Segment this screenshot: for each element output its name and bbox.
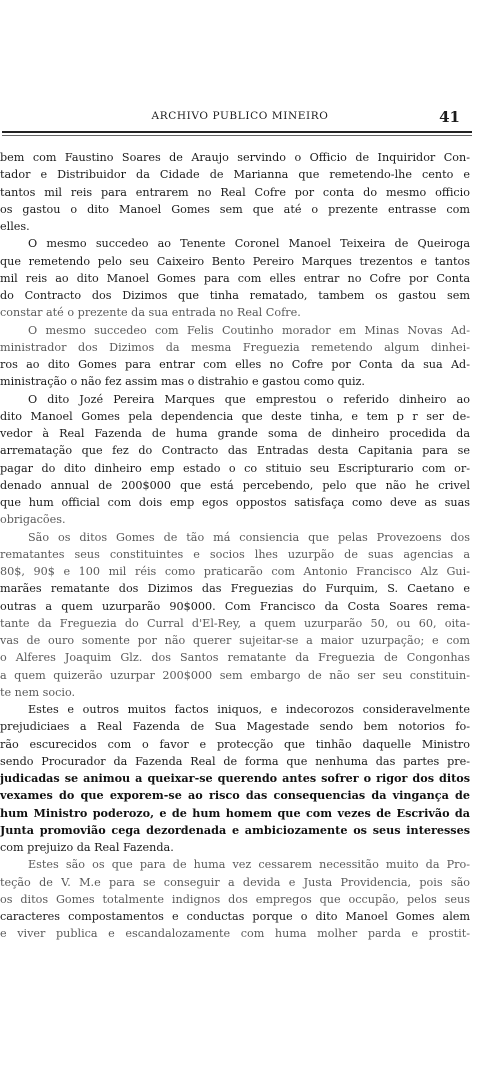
text-line: o Alferes Joaquim Glz. dos Santos rematante da Freguezia de Congonhas	[0, 651, 470, 665]
text-line: prejudiciaes a Real Fazenda de Sua Magestade sendo bem notorios fo-	[0, 720, 470, 734]
text-line: vedor à Real Fazenda de huma grande soma de dinheiro procedida da	[0, 427, 470, 440]
text-line: tantos mil reis para entrarem no Real Cofre por conta do mesmo officio	[0, 185, 470, 199]
text-line: os gastou o dito Manoel Gomes sem que até o prezente entrasse com	[0, 202, 470, 216]
text-line: teção de V. M.e para se conseguir a devida e Justa Providencia, pois são	[0, 875, 470, 889]
text-line: pagar do dito dinheiro emp estado o co stituio seu Escripturario com or-	[0, 461, 470, 475]
text-line: judicadas se animou a queixar-se querendo antes sofrer o rigor dos ditos	[0, 771, 470, 785]
text-line: os ditos Gomes totalmente indignos dos empregos que occupão, pelos seus	[0, 892, 470, 906]
text-line: hum Ministro poderozo, e de hum homem que com vezes de Escrivão da	[0, 805, 470, 820]
header-rule	[2, 131, 472, 133]
text-line: que remetendo pelo seu Caixeiro Bento Pereiro Marques trezentos e tantos	[0, 254, 470, 268]
running-title: ARCHIVO PUBLICO MINEIRO	[151, 110, 329, 122]
text-line: O dito Jozé Pereira Marques que emprestou o referido dinheiro ao	[28, 392, 470, 406]
page-number: 41	[439, 108, 460, 126]
text-line: São os ditos Gomes de tão má consiencia que pelas Provezoens dos	[28, 530, 470, 544]
body-text	[0, 149, 470, 943]
text-line: e viver publica e escandalozamente com huma molher parda e prostit-	[0, 927, 470, 941]
text-line: a quem quizerão uzurpar 200$000 sem embargo de não ser seu constituin-	[0, 668, 470, 682]
text-line: ministração o não fez assim mas o distrahio e gastou como quiz.	[0, 375, 365, 389]
text-line: tador e Distribuidor da Cidade de Marianna que remetendo-lhe cento e	[0, 168, 470, 182]
text-line: sendo Procurador da Fazenda Real de forma que nenhuma das partes pre-	[0, 754, 470, 768]
text-line: com prejuizo da Real Fazenda.	[0, 841, 174, 854]
text-line: bem com Faustino Soares de Araujo servindo o Officio de Inquiridor Con-	[0, 151, 470, 164]
text-line: constar até o prezente da sua entrada no Real Cofre.	[0, 306, 301, 320]
text-line: Junta promovião cega dezordenada e ambiciozamente os seus interesses	[0, 822, 470, 837]
text-line: Estes são os que para de huma vez cessarem necessitão muito da Pro-	[28, 858, 470, 872]
page-header	[0, 108, 480, 132]
text-line: arrematação que fez do Contracto das Entradas desta Capitania para se	[0, 444, 470, 458]
header-rule-thin	[2, 135, 472, 136]
text-line: elles.	[0, 220, 30, 233]
text-line: O mesmo succedeo ao Tenente Coronel Manoel Teixeira de Queiroga	[28, 237, 470, 251]
text-line: vas de ouro somente por não querer sujeitar-se a maior uzurpação; e com	[0, 634, 470, 647]
text-line: mil reis ao dito Manoel Gomes para com elles entrar no Cofre por Conta	[0, 271, 470, 285]
text-line: denado annual de 200$000 que está percebendo, pelo que não he crivel	[0, 478, 470, 492]
text-line: caracteres compostamentos e conductas porque o dito Manoel Gomes alem	[0, 910, 470, 923]
text-line: ministrador dos Dizimos da mesma Freguezia remetendo algum dinhei-	[0, 340, 470, 354]
text-line: Estes e outros muitos factos iniquos, e indecorozos consideravelmente	[28, 703, 470, 716]
text-line: O mesmo succedeo com Felis Coutinho morador em Minas Novas Ad-	[28, 323, 470, 337]
text-line: ros ao dito Gomes para entrar com elles no Cofre por Conta da sua Ad-	[0, 358, 470, 371]
text-line: vexames do que exporem-se ao risco das consequencias da vingança de	[0, 788, 470, 803]
text-line: do Contracto dos Dizimos que tinha rematado, tambem os gastou sem	[0, 289, 470, 302]
text-line: te nem socio.	[0, 685, 76, 699]
text-line: dito Manoel Gomes pela dependencia que deste tinha, e tem p r ser de-	[0, 409, 470, 423]
text-line: outras a quem uzurparão 90$000. Com Francisco da Costa Soares rema-	[0, 599, 470, 613]
text-line: rematantes seus constituintes e socios lhes uzurpão de suas agencias a	[0, 547, 470, 561]
text-line: obrigacões.	[0, 513, 66, 527]
text-line: que hum official com dois emp egos oppostos satisfaça como deve as suas	[0, 496, 470, 509]
text-line: marães rematante dos Dizimos das Freguezias do Furquim, S. Caetano e	[0, 582, 470, 596]
text-line: rão escurecidos com o favor e protecção que tinhão daquelle Ministro	[0, 737, 470, 751]
text-line: 80$, 90$ e 100 mil réis como praticarão com Antonio Francisco Alz Gui-	[0, 565, 470, 578]
text-line: tante da Freguezia do Curral d'El-Rey, a quem uzurparão 50, ou 60, oita-	[0, 616, 470, 630]
